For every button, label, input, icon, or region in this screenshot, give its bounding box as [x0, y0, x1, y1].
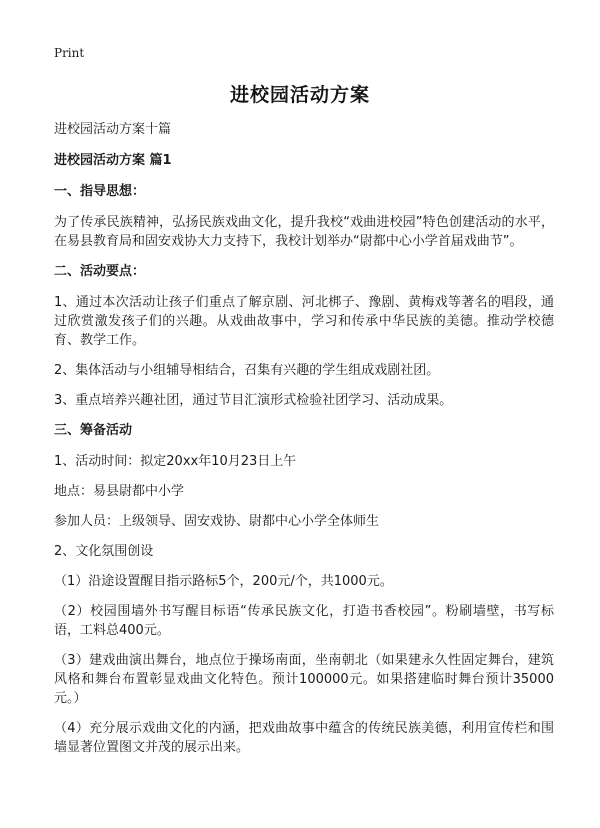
- paragraph-place: 地点：易县尉都中小学: [54, 484, 185, 499]
- subtitle: 进校园活动方案十篇: [54, 122, 172, 137]
- paragraph-point-3: 3、重点培养兴趣社团，通过节目汇演形式检验社团学习、活动成果。: [54, 393, 453, 408]
- document-body: [54, 120, 554, 757]
- section-title: 进校园活动方案 篇1: [54, 153, 172, 168]
- paragraph-culture-setup: 2、文化氛围创设: [54, 544, 154, 559]
- paragraph-point-2: 2、集体活动与小组辅导相结合，召集有兴趣的学生组成戏剧社团。: [54, 363, 440, 378]
- paragraph-item-4: （4）充分展示戏曲文化的内涵，把戏曲故事中蕴含的传统民族美德，利用宣传栏和围墙显著位置图文并茂的展示出来。: [54, 721, 554, 755]
- paragraph-point-1: 1、通过本次活动让孩子们重点了解京剧、河北梆子、豫剧、黄梅戏等著名的唱段，通过欣赏激发孩子们的兴趣。从戏曲故事中，学习和传承中华民族的美德。推动学校德育、教学工作。: [54, 295, 554, 348]
- heading-activity-points: 二、活动要点：: [54, 264, 146, 279]
- paragraph-item-3: （3）建戏曲演出舞台，地点位于操场南面，坐南朝北（如果建永久性固定舞台，建筑风格和舞台布置彰显戏曲文化特色。预计100000元。如果搭建临时舞台预计35000元。）: [54, 653, 554, 706]
- heading-guiding-ideology: 一、指导思想：: [54, 184, 146, 199]
- paragraph-participants: 参加人员：上级领导、固安戏协、尉都中心小学全体师生: [54, 514, 380, 529]
- paragraph-item-1: （1）沿途设置醒目指示路标5个，200元/个，共1000元。: [54, 574, 393, 589]
- paragraph-guiding-ideology: 为了传承民族精神，弘扬民族戏曲文化，提升我校“戏曲进校园”特色创建活动的水平，在易县教育局和固安戏协大力支持下，我校计划举办“尉都中心小学首届戏曲节”。: [54, 215, 554, 249]
- print-link[interactable]: Print: [54, 46, 85, 60]
- page-title: 进校园活动方案: [229, 84, 370, 106]
- paragraph-time: 1、活动时间：拟定20xx年10月23日上午: [54, 454, 297, 469]
- paragraph-item-2: （2）校园围墙外书写醒目标语“传承民族文化，打造书香校园”。粉刷墙壁，书写标语，工料总400元。: [54, 604, 554, 638]
- heading-preparation: 三、筹备活动: [54, 423, 133, 438]
